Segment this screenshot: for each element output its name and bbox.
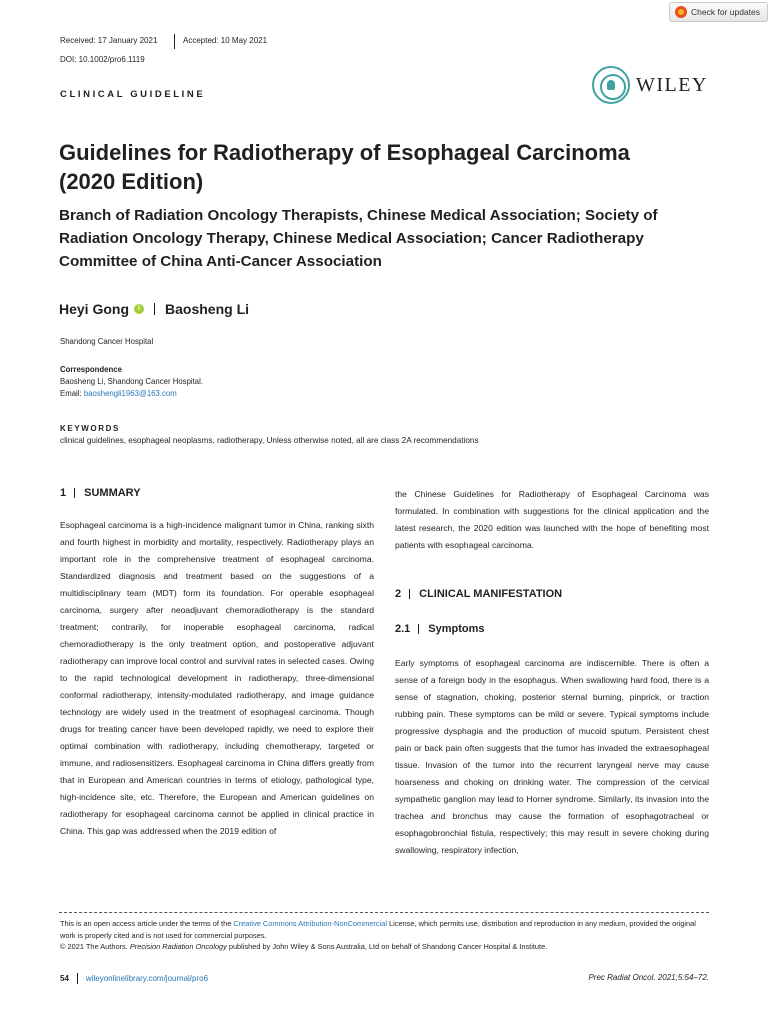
summary-continuation-paragraph: the Chinese Guidelines for Radiotherapy of Esophageal Carcinoma was formulated. In combination with suggestions for the clinical application and the latest research, the 2020 edition was launched with the hope of benefiting most patients with esophageal carcinoma. — [395, 489, 709, 550]
orcid-icon[interactable]: i — [134, 304, 144, 314]
subsection-number: 2.1 — [395, 623, 411, 635]
wiley-emblem-icon — [592, 66, 630, 104]
keywords-heading: KEYWORDS — [60, 424, 120, 433]
correspondence-address: Baosheng Li, Shandong Cancer Hospital. — [60, 377, 204, 386]
journal-url[interactable]: wileyonlinelibrary.com/journal/pro6 — [85, 974, 209, 983]
heading-divider — [418, 624, 419, 634]
correspondence-block — [60, 364, 203, 400]
author-organizations: Branch of Radiation Oncology Therapists, Chinese Medical Association; Society of Radiation Oncology Therapy, Chinese Medical Association; Cancer Radiotherapy Committee of China Anti-Cancer Association — [59, 207, 658, 270]
accepted-date: Accepted: 10 May 2021 — [183, 36, 268, 45]
email-label: Email: — [60, 389, 84, 398]
correspondence-heading: Correspondence — [60, 365, 122, 374]
check-for-updates-label: Check for updates — [691, 7, 760, 17]
summary-paragraph: Esophageal carcinoma is a high-incidence malignant tumor in China, ranking sixth and fourth highest in morbidity and mortality, respectively. Radiotherapy plays an important role in the comprehensive treatment of esophageal carcinoma. Standardized diagnosis and treatment based on the suggestions of a multidisciplinary team (MDT) form its foundation. For operable esophageal carcinoma, surgery after neoadjuvant chemoradiotherapy is the standard treatment; contrarily, for inoperable esophageal carcinoma, radical chemoradiotherapy is the only treatment option, and postoperative adjuvant radiotherapy can improve local control and survival rates in selected cases. Owing to the rapid technological development in radiotherapy, three-dimensional conformal radiotherapy, intensity-modulated radiotherapy, and image guidance technology are widely used in the treatment of esophageal carcinoma. Though drugs for treating cancer have been developed rapidly, we need to explore their optimal combination with radiotherapy, including chemotherapy, targeted or immune, and radiosensitizers. Esophageal carcinoma in China differs greatly from that in European and American countries in terms of etiology, pathological type, high-incidence site, etc. Therefore, the European and American guidelines on radiotherapy for esophageal carcinoma cannot be applied in clinical practice in China. This gap was addressed when the 2019 edition of — [60, 520, 374, 836]
license-notice — [60, 918, 710, 953]
symptoms-body — [395, 655, 709, 859]
footer-divider — [59, 912, 709, 913]
license-link[interactable]: Creative Commons Attribution-NonCommercial — [233, 919, 387, 928]
section-title: CLINICAL MANIFESTATION — [419, 588, 563, 600]
title-line-1: Guidelines for Radiotherapy of Esophageal Carcinoma — [59, 140, 630, 165]
journal-name: Precision Radiation Oncology — [129, 942, 227, 951]
title-line-2: (2020 Edition) — [59, 169, 204, 194]
journal-citation: Prec Radiat Oncol. 2021;5:54–72. — [588, 973, 709, 982]
copyright-suffix: published by John Wiley & Sons Australia, Ltd on behalf of Shandong Cancer Hospital & Institute. — [226, 942, 548, 951]
email-link[interactable]: baoshengli1963@163.com — [83, 389, 177, 398]
section-title: SUMMARY — [84, 487, 141, 499]
page-footer — [60, 973, 208, 984]
symptoms-paragraph: Early symptoms of esophageal carcinoma are indiscernible. There is often a sense of a foreign body in the esophagus. When swallowing hard food, there is a sense of stagnation, choking, posterior sternal burning, pinprick, or traction rubbing pain. These symptoms can be mild or severe. Typical symptoms include progressive dysphagia and the production of mucoid sputum. Persistent chest pain or back pain often suggests that the tumor has invaded the extraesophageal tissue. Invasion of the tumor into the recurrent laryngeal nerve may cause hoarseness and choking on drinking water. The compression of the cervical sympathetic ganglion may lead to Horner syndrome. Similarly, its invasion into the trachea and bronchus may cause the formation of esophagotracheal or esophagobronchial fistula, respectively; this may result in severe choking during swallowing, respiratory infection, — [395, 658, 709, 855]
meta-divider — [174, 34, 175, 49]
publisher-logo — [592, 66, 708, 104]
author-divider — [154, 303, 155, 315]
heading-divider — [409, 589, 410, 599]
keywords-text: clinical guidelines, esophageal neoplasms, radiotherapy, Unless otherwise noted, all are class 2A recommendations — [60, 436, 479, 445]
section-heading-clinical — [395, 588, 562, 600]
article-type: CLINICAL GUIDELINE — [60, 89, 206, 100]
summary-body — [60, 517, 374, 840]
publisher-name: WILEY — [636, 73, 708, 96]
author-second[interactable]: Baosheng Li — [165, 301, 250, 317]
correspondence-email-line — [60, 388, 203, 400]
license-text — [60, 918, 710, 941]
doi: DOI: 10.1002/pro6.1119 — [60, 55, 145, 64]
license-prefix: This is an open access article under the terms of the — [60, 919, 234, 928]
heading-divider — [74, 488, 75, 498]
affiliation: Shandong Cancer Hospital — [60, 337, 154, 346]
check-for-updates-button[interactable] — [669, 2, 768, 22]
author-first[interactable]: Heyi Gong — [59, 301, 130, 317]
article-title — [59, 138, 699, 196]
section-number: 1 — [60, 487, 67, 499]
copyright-prefix: © 2021 The Authors. — [60, 942, 130, 951]
summary-continuation — [395, 486, 709, 554]
section-heading-summary — [60, 487, 141, 499]
footer-bar — [77, 973, 78, 984]
received-date: Received: 17 January 2021 — [60, 36, 158, 45]
copyright-text — [60, 941, 710, 953]
crossmark-icon — [675, 6, 687, 18]
author-list — [59, 301, 249, 317]
subsection-heading-symptoms — [395, 623, 485, 635]
license-suffix: License, which permits use, distribution and reproduction in any medium, provided the original work is properly cited and is not used for commercial purposes. — [60, 919, 696, 940]
section-number: 2 — [395, 588, 402, 600]
page-number: 54 — [60, 974, 69, 983]
subsection-title: Symptoms — [428, 623, 485, 635]
